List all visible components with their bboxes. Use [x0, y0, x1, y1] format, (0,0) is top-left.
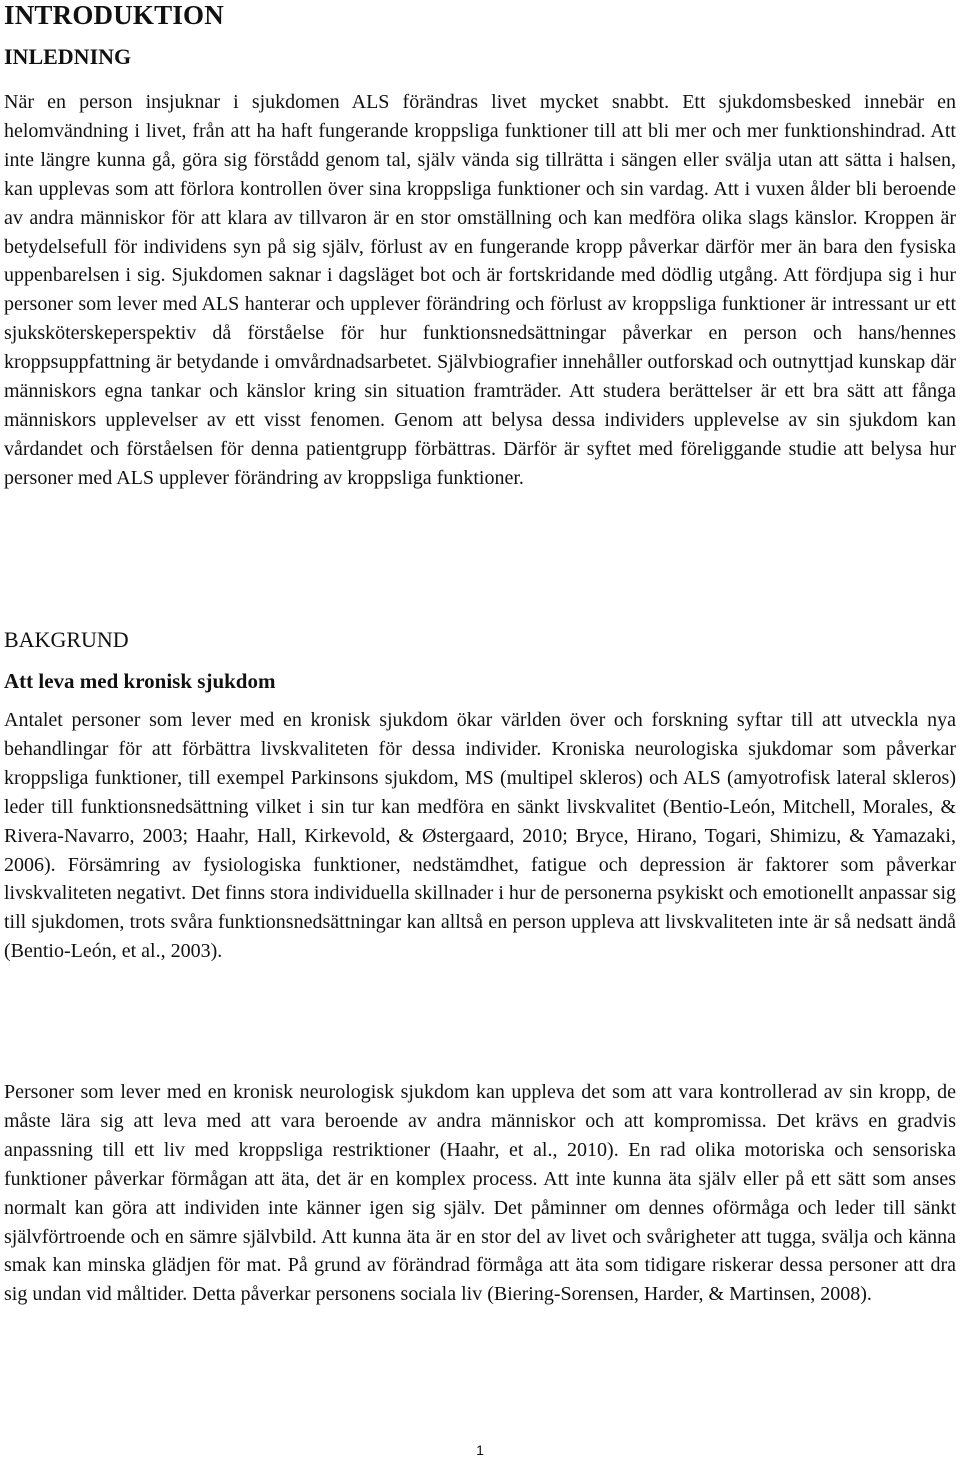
document-page [4, 0, 957, 1306]
page-number: 1 [476, 1442, 484, 1458]
subsection-heading: Att leva med kronisk sjukdom [4, 669, 276, 693]
paragraph-bakgrund-1: Antalet personer som lever med en kronisk sjukdom ökar världen över och forskning syftar till att utveckla nya behandlingar för att förbättra livskvaliteten för dessa individer. Kroniska neurologiska sjukdomar som påverkar kroppsliga funktioner, till exempel Parkinsons sjukdom, MS (multipel skleros) och ALS (amyotrofisk lateral skleros) leder till funktionsnedsättning vilket i sin tur kan medföra en sänkt livskvalitet (Bentio-León, Mitchell, Morales, & Rivera-Navarro, 2003; Haahr, Hall, Kirkevold, & Østergaard, 2010; Bryce, Hirano, Togari, Shimizu, & Yamazaki, 2006). Försämring av fysiologiska funktioner, nedstämdhet, fatigue och depression är faktorer som påverkar livskvaliteten negativt. Det finns stora individuella skillnader i hur de personerna psykiskt och emotionellt anpassar sig till sjukdomen, trots svåra funktionsnedsättningar kan alltså en person uppleva att livskvaliteten inte är så nedsatt ändå (Bentio-León, et al., 2003). [4, 709, 957, 963]
paragraph-inledning: När en person insjuknar i sjukdomen ALS förändras livet mycket snabbt. Ett sjukdomsbesked innebär en helomvändning i livet, från att ha haft fungerande kroppsliga funktioner till att bli mer och mer funktionshindrad. Att inte längre kunna gå, göra sig förstådd genom tal, själv vända sig tillrätta i sängen eller svälja utan att sätta i halsen, kan upplevas som att förlora kontrollen över sina kroppsliga funktioner och sin vardag. Att i vuxen ålder bli beroende av andra människor för att klara av tillvaron är en stor omställning och kan medföra olika slags känslor. Kroppen är betydelsefull för individens syn på sig själv, förlust av en fungerande kropp påverkar därför mer än bara den fysiska uppenbarelsen i sig. Sjukdomen saknar i dagsläget bot och är fortskridande med dödlig utgång. Att fördjupa sig i hur personer som lever med ALS hanterar och upplever förändring och förlust av kroppsliga funktioner är intressant ur ett sjuksköterskeperspektiv då förståelse för hur funktionsnedsättningar påverkar en person och hans/hennes kroppsuppfattning är betydande i omvårdnadsarbetet. Självbiografier innehåller outforskad och outnyttjad kunskap där människors egna tankar och känslor kring sin situation framträder. Att studera berättelser är ett bra sätt att fånga människors upplevelser av ett visst fenomen. Genom att belysa dessa individers upplevelse av sin sjukdom kan vårdandet och förståelsen för denna patientgrupp förbättras. Därför är syftet med föreliggande studie att belysa hur personer med ALS upplever förändring av kroppsliga funktioner. [4, 91, 956, 489]
paragraph-bakgrund-2: Personer som lever med en kronisk neurologisk sjukdom kan uppleva det som att vara kontrollerad av sin kropp, de måste lära sig att leva med att vara beroende av andra människor och att kompromissa. Det krävs en gradvis anpassning till ett liv med kroppsliga restriktioner (Haahr, et al., 2010). En rad olika motoriska och sensoriska funktioner påverkar förmågan att äta, det är en komplex process. Att inte kunna äta själv eller på ett sätt som anses normalt kan göra att individen inte känner igen sig själv. Det påminner om dennes oförmåga och leder till sänkt självförtroende och en sämre självbild. Att kunna äta är en stor del av livet och svårigheter att tugga, svälja och känna smak kan minska glädjen för mat. På grund av förändrad förmåga att äta som tidigare riskerar dessa personer att dra sig undan vid måltider. Detta påverkar personens sociala liv (Biering-Sorensen, Harder, & Martinsen, 2008). [4, 1081, 956, 1306]
document-title: INTRODUKTION [4, 0, 224, 30]
section-heading-inledning: INLEDNING [4, 44, 132, 69]
section-heading-bakgrund: BAKGRUND [4, 627, 129, 652]
